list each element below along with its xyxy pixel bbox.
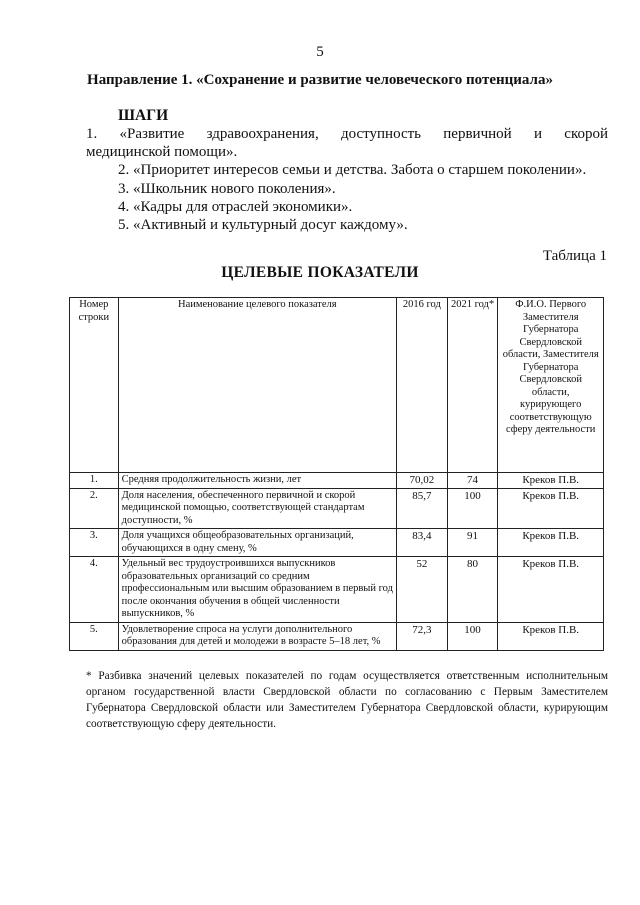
responsible-official: Креков П.В. <box>498 557 604 623</box>
table-row <box>70 622 604 650</box>
responsible-official: Креков П.В. <box>498 473 604 489</box>
step-item-4: 4. «Кадры для отраслей экономики». <box>118 199 353 215</box>
indicators-table <box>69 297 604 651</box>
table-row <box>70 557 604 623</box>
value-2016: 85,7 <box>397 488 448 529</box>
row-number: 2. <box>70 488 119 529</box>
value-2021: 80 <box>447 557 498 623</box>
header-year-2021: 2021 год* <box>447 298 498 473</box>
table-row <box>70 488 604 529</box>
value-2021: 74 <box>447 473 498 489</box>
header-row-number: Номер строки <box>70 298 119 473</box>
table-row <box>70 529 604 557</box>
step-item-1 <box>86 125 608 161</box>
step-item-1-line1: 1. «Развитие здравоохранения, доступность первичной и скорой <box>86 126 608 142</box>
table-label: Таблица 1 <box>542 248 607 264</box>
table-header-row <box>70 298 604 473</box>
steps-heading: ШАГИ <box>118 107 169 124</box>
value-2016: 70,02 <box>397 473 448 489</box>
indicator-name: Удельный вес трудоустроившихся выпускников образовательных организаций со средним профессиональным или высшим образованием в первый год после окончания обучения в общей численности выпускников, % <box>118 557 396 623</box>
row-number: 4. <box>70 557 119 623</box>
responsible-official: Креков П.В. <box>498 622 604 650</box>
step-item-3: 3. «Школьник нового поколения». <box>118 181 336 197</box>
table-row <box>70 473 604 489</box>
header-year-2016: 2016 год <box>397 298 448 473</box>
table-title: ЦЕЛЕВЫЕ ПОКАЗАТЕЛИ <box>221 264 419 281</box>
value-2021: 100 <box>447 622 498 650</box>
table-footnote: * Разбивка значений целевых показателей по годам осуществляется ответственным исполнительным органом государственной власти Свердловской области по согласованию с Первым Заместителем Губернатора Свердловской области или Заместителем Губернатора Свердловской области, курирующим соответствующую сферу деятельности. <box>86 670 608 730</box>
step-item-5: 5. «Активный и культурный досуг каждому». <box>118 217 408 233</box>
page-number: 5 <box>316 44 324 60</box>
step-item-1-line2: медицинской помощи». <box>86 144 238 160</box>
indicator-name: Доля учащихся общеобразовательных организаций, обучающихся в одну смену, % <box>118 529 396 557</box>
value-2021: 91 <box>447 529 498 557</box>
indicator-name: Доля населения, обеспеченного первичной и скорой медицинской помощью, соответствующей стандартам доступности, % <box>118 488 396 529</box>
header-responsible-official: Ф.И.О. Первого Заместителя Губернатора Свердловской области, Заместителя Губернатора Свердловской области, курирующего соответствующую сферу деятельности <box>498 298 604 473</box>
indicator-name: Средняя продолжительность жизни, лет <box>118 473 396 489</box>
responsible-official: Креков П.В. <box>498 529 604 557</box>
value-2016: 52 <box>397 557 448 623</box>
header-indicator-name <box>118 298 396 473</box>
value-2016: 83,4 <box>397 529 448 557</box>
row-number: 1. <box>70 473 119 489</box>
header-indicator-name-text: Наименование целевого показателя <box>178 299 337 310</box>
step-item-2: 2. «Приоритет интересов семьи и детства. Забота о старшем поколении». <box>118 162 587 178</box>
row-number: 5. <box>70 622 119 650</box>
row-number: 3. <box>70 529 119 557</box>
direction-title: Направление 1. «Сохранение и развитие человеческого потенциала» <box>87 72 553 88</box>
indicator-name: Удовлетворение спроса на услуги дополнительного образования для детей и молодежи в возрасте 5–18 лет, % <box>118 622 396 650</box>
value-2016: 72,3 <box>397 622 448 650</box>
value-2021: 100 <box>447 488 498 529</box>
responsible-official: Креков П.В. <box>498 488 604 529</box>
